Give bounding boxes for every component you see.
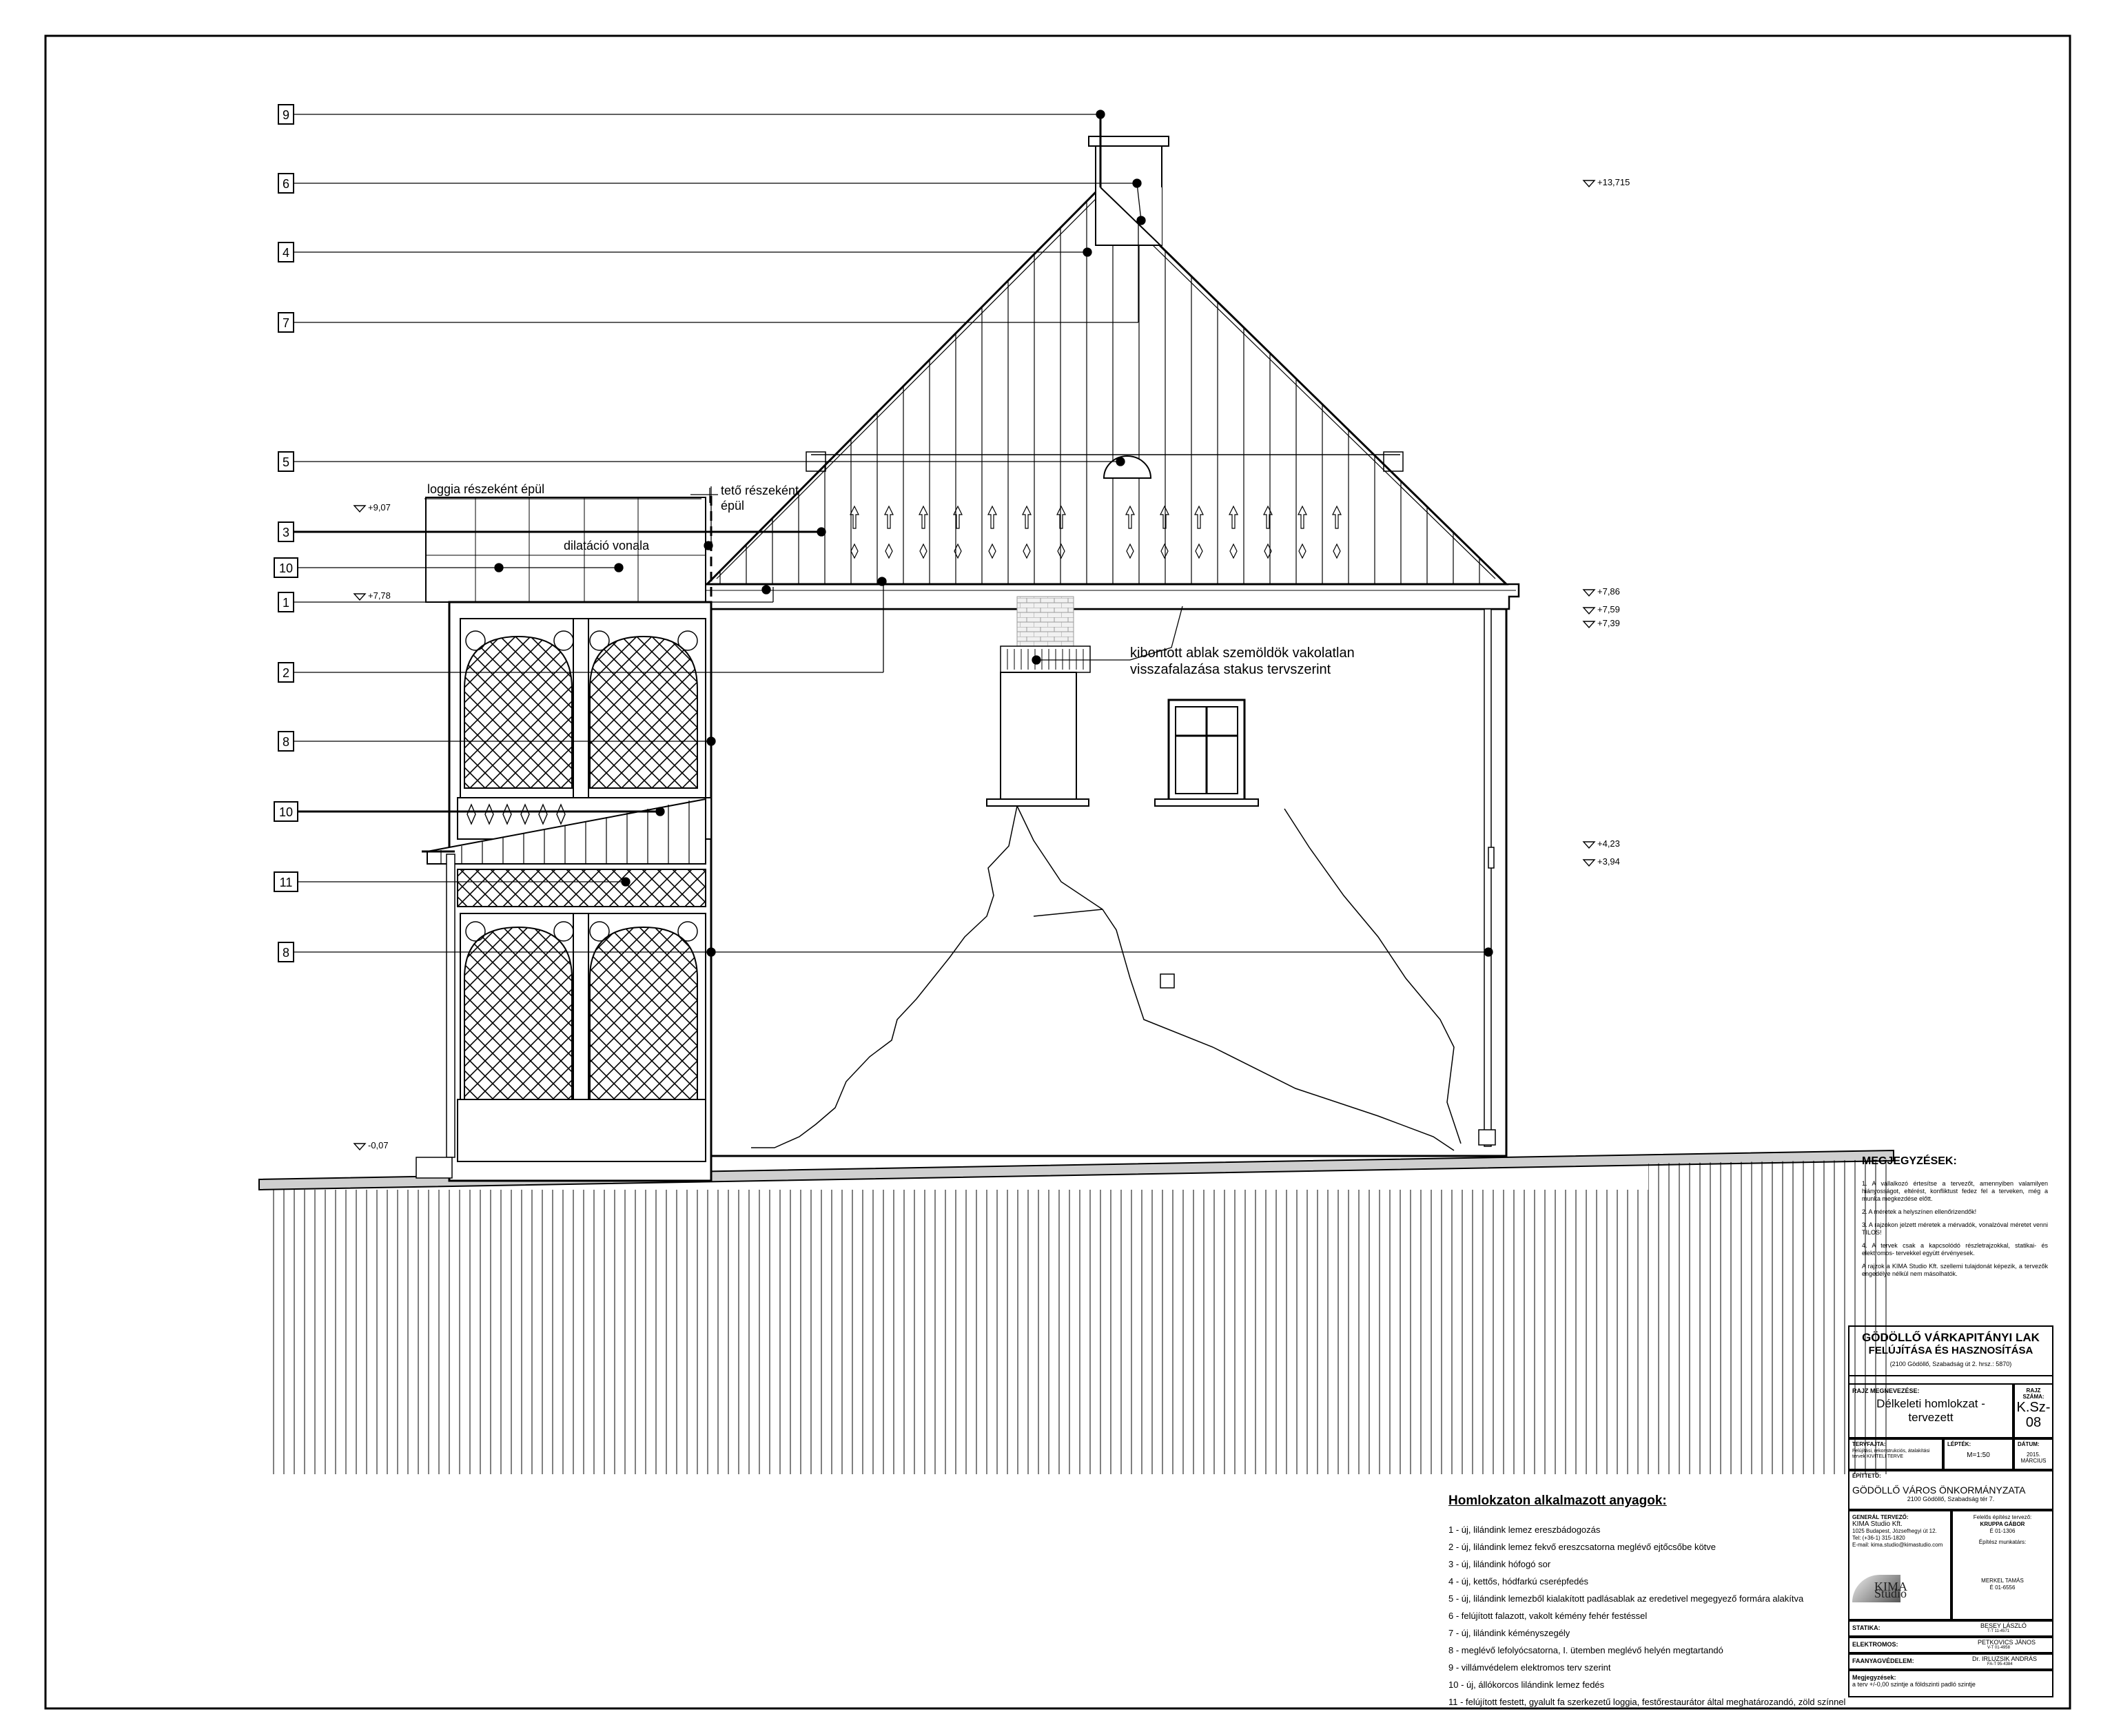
scale: M=1:50 xyxy=(1967,1451,1990,1459)
loggia-note: loggia részeként épül xyxy=(427,482,545,496)
drawing-number: K.Sz-08 xyxy=(2016,1400,2051,1430)
structural-label: STATIKA: xyxy=(1852,1624,1880,1631)
drawing-name-box xyxy=(1848,1383,2013,1438)
level-mark: +7,86 xyxy=(1597,586,1620,597)
project-address: (2100 Gödöllő, Szabadság út 2. hrsz.: 5870) xyxy=(1889,1361,2012,1367)
callout-tag: 7 xyxy=(282,316,290,330)
callout-tag: 11 xyxy=(279,876,293,889)
level-mark: +9,07 xyxy=(368,502,391,513)
remark-box xyxy=(1848,1670,2053,1697)
level-mark: +7,59 xyxy=(1597,604,1620,614)
electrical-box xyxy=(1848,1637,2053,1653)
structural-id: T-T 11-4571 xyxy=(1987,1629,2010,1633)
legend-title: Homlokzaton alkalmazott anyagok: xyxy=(1448,1494,1667,1508)
level-mark: -0,07 xyxy=(368,1140,389,1150)
level-mark: +7,78 xyxy=(368,590,391,601)
scale-label: LÉPTÉK: xyxy=(1947,1441,1971,1447)
callout-tag: 1 xyxy=(282,596,290,610)
callout-tag: 3 xyxy=(282,526,290,539)
drawing-number-label: RAJZ SZÁMA: xyxy=(2022,1387,2044,1400)
roof-note-line2: épül xyxy=(721,499,745,513)
architect-id: É 01-6556 xyxy=(1989,1584,2016,1591)
callout-tag: 2 xyxy=(282,666,290,680)
note-item: 4. A tervek csak a kapcsolódó részletrajzokkal, statikai- és elektromos- tervekkel együtt érvényesek. xyxy=(1862,1242,2048,1257)
general-designer-box xyxy=(1848,1510,1951,1620)
kima-logo xyxy=(1852,1575,1935,1605)
logo-text: KIMA Studio xyxy=(1874,1580,1907,1600)
plan-phase: Felújítási, rekonstrukciós, átalakítási tervek KIVITELI TERVE xyxy=(1852,1449,1930,1459)
date-label: DÁTUM: xyxy=(2018,1441,2040,1447)
callout-tag: 8 xyxy=(282,735,290,749)
drawing-name-label: RAJZ MEGNEVEZÉSE: xyxy=(1852,1387,1920,1394)
architect: MERKEL TAMÁS xyxy=(1981,1578,2024,1584)
legend-item: 1 - új, lilándink lemez ereszbádogozás xyxy=(1448,1525,1601,1535)
scale-box xyxy=(1943,1438,2013,1470)
drawing-number-box xyxy=(2013,1383,2053,1438)
plan-phase-box xyxy=(1848,1438,1943,1470)
roof-note-line1: tető részeként xyxy=(721,484,799,497)
responsible-designer-id: É 01-1306 xyxy=(1989,1528,2016,1534)
client-address: 2100 Gödöllő, Szabadság tér 7. xyxy=(1907,1496,1995,1502)
electrical-label: ELEKTROMOS: xyxy=(1852,1641,1898,1648)
client-box xyxy=(1848,1470,2053,1510)
callout-tag: 9 xyxy=(282,108,290,122)
level-mark: +4,23 xyxy=(1597,838,1620,849)
client-label: ÉPÍTTETŐ: xyxy=(1852,1473,1881,1479)
plan-phase-label: TERVFAJTA: xyxy=(1852,1441,1886,1447)
note-item: A rajzok a KIMA Studio Kft. szellemi tulajdonát képezik, a tervezők engedélye nélkül nem másolhatók. xyxy=(1862,1263,2048,1277)
architect-label: Építész munkatárs: xyxy=(1978,1539,2027,1545)
notes-title: MEGJEGYZÉSEK: xyxy=(1862,1155,1957,1167)
electrical-id: V-T 01-4958 xyxy=(1987,1646,2010,1650)
window-note-line2: visszafalazása stakus tervszerint xyxy=(1130,662,1331,677)
legend-item: 9 - villámvédelem elektromos terv szerint xyxy=(1448,1662,1611,1673)
level-mark: +7,39 xyxy=(1597,618,1620,628)
legend-item: 4 - új, kettős, hódfarkú cserépfedés xyxy=(1448,1576,1589,1587)
legend-item: 3 - új, lilándink hófogó sor xyxy=(1448,1559,1551,1569)
date-box xyxy=(2013,1438,2053,1470)
note-item: 2. A méretek a helyszínen ellenőrizendők! xyxy=(1862,1208,1977,1215)
note-item: 3. A rajzokon jelzett méretek a mérvadók, vonalzóval méretet venni TILOS! xyxy=(1862,1221,2048,1236)
fire-box xyxy=(1848,1653,2053,1670)
legend-item: 10 - új, állókorcos lilándink lemez fedés xyxy=(1448,1680,1605,1690)
drawing-name: Délkeleti homlokzat - tervezett xyxy=(1876,1397,1985,1424)
fire-id: FA-T 95-4384 xyxy=(1987,1662,2013,1666)
responsible-designer-label: Felelős építész tervező: xyxy=(1973,1514,2032,1520)
date: 2015. MÁRCIUS xyxy=(2020,1451,2047,1464)
notes-panel xyxy=(1862,1157,2048,1283)
project-title-1: GÖDÖLLŐ VÁRKAPITÁNYI LAK xyxy=(1862,1331,2040,1344)
window-note-line1: kibontott ablak szemöldök vakolatlan xyxy=(1130,645,1355,661)
structural-box xyxy=(1848,1620,2053,1637)
level-mark: +3,94 xyxy=(1597,856,1620,867)
main-building xyxy=(693,113,1519,1171)
project-title-2: FELÚJÍTÁSA ÉS HASZNOSÍTÁSA xyxy=(1868,1345,2033,1356)
legend-item: 6 - felújított falazott, vakolt kémény fehér festéssel xyxy=(1448,1611,1648,1621)
ground xyxy=(259,1150,1894,1474)
loggia xyxy=(416,497,711,1181)
level-mark: +13,715 xyxy=(1597,177,1630,187)
responsible-designer: KRUPPA GÁBOR xyxy=(1980,1521,2025,1527)
callout-tag: 5 xyxy=(282,455,290,469)
legend-item: 5 - új, lilándink lemezből kialakított padlásablak az eredetivel megegyező formára alakítva xyxy=(1448,1593,1804,1604)
general-designer-label: GENERÁL TERVEZŐ: xyxy=(1852,1514,1909,1520)
fire-label: FAANYAGVÉDELEM: xyxy=(1852,1657,1914,1664)
structural: BESEY LÁSZLÓ xyxy=(1980,1622,2027,1629)
callout-tag: 10 xyxy=(278,561,294,575)
legend-item: 2 - új, lilándink lemez fekvő ereszcsatorna meglévő ejtőcsőbe kötve xyxy=(1448,1542,1716,1552)
callout-tag: 4 xyxy=(282,246,290,260)
fire: Dr. IRLUZSIK ANDRÁS xyxy=(1972,1655,2038,1662)
callout-tag: 10 xyxy=(278,805,294,819)
client: GÖDÖLLŐ VÁROS ÖNKORMÁNYZATA xyxy=(1852,1485,2026,1496)
electrical: PETKOVICS JÁNOS xyxy=(1978,1639,2036,1646)
callout-tag: 8 xyxy=(282,946,290,960)
remark: a terv +/-0,00 szintje a földszinti padló szintje xyxy=(1852,1681,1976,1688)
note-item: 1. A vállalkozó értesítse a tervezőt, amennyiben valamilyen hiányosságot, eltérést, konfliktust fedez fel a terveken, még a munka megkezdése előtt. xyxy=(1862,1180,2048,1202)
legend-item: 8 - meglévő lefolyócsatorna, I. ütemben meglévő helyén megtartandó xyxy=(1448,1645,1723,1655)
general-designer: KIMA Studio Kft. xyxy=(1852,1520,1903,1528)
remark-label: Megjegyzések: xyxy=(1852,1674,1896,1681)
callout-tag: 6 xyxy=(282,177,290,191)
project-title-box xyxy=(1848,1325,2053,1376)
legend-item: 7 - új, lilándink kéményszegély xyxy=(1448,1628,1570,1638)
legend-list xyxy=(1448,1521,1845,1711)
callout-tags xyxy=(274,105,298,962)
general-designer-address: 1025 Budapest, Józsefhegyi út 12. xyxy=(1852,1528,1937,1534)
general-designer-phone: Tel: (+36-1) 315-1820 xyxy=(1852,1535,1905,1541)
legend-item: 11 - felújított festett, gyalult fa szerkezetű loggia, festőrestaurátor által meghatározandó, zöld színnel xyxy=(1448,1697,1846,1707)
general-designer-email: E-mail: kima.studio@kimastudio.com xyxy=(1852,1542,1943,1548)
responsible-designer-box xyxy=(1951,1510,2053,1620)
dilatation-note: dilatáció vonala xyxy=(564,539,650,552)
